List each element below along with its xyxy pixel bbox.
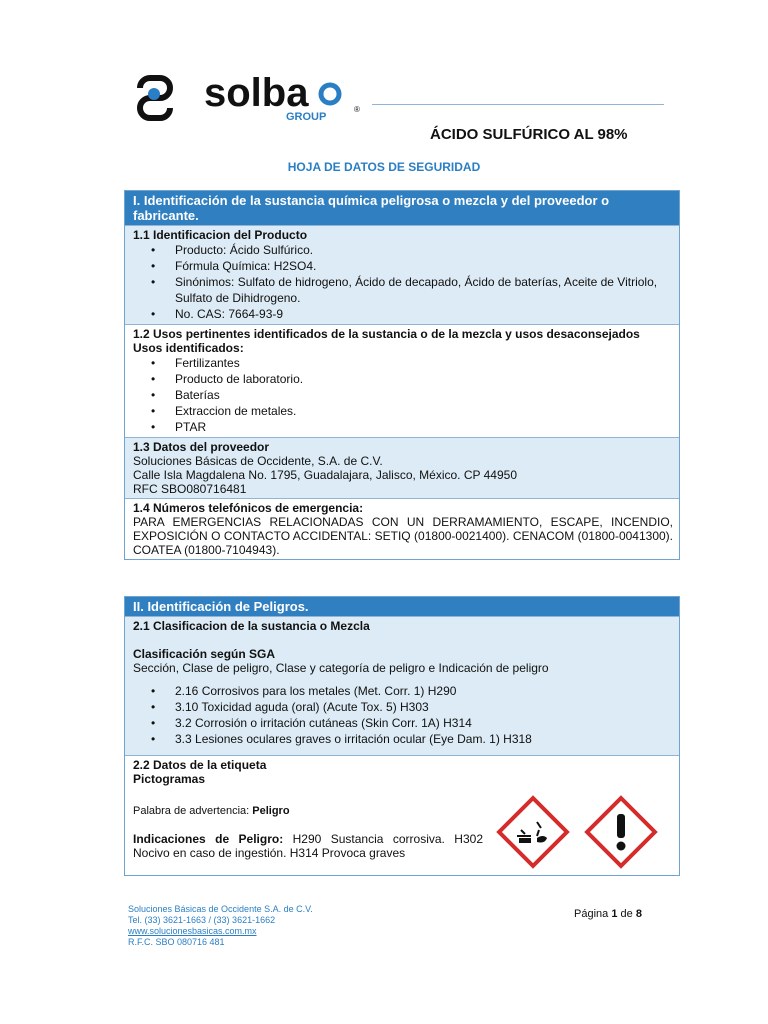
footer-website-link[interactable]: www.solucionesbasicas.com.mx (128, 926, 257, 936)
footer-contact (128, 904, 313, 948)
supplier-rfc: RFC SBO080716481 (133, 482, 247, 496)
page-total: 8 (635, 908, 642, 920)
section-hazards (124, 596, 680, 876)
hazard-classes-list (151, 683, 673, 747)
section-1-heading: I. Identificación de la sustancia química peligrosa o mezcla y del proveedor o fabricante. (125, 191, 679, 225)
block-2-2-title: 2.2 Datos de la etiqueta (133, 758, 267, 772)
block-1-4 (125, 498, 679, 559)
list-item: • No. CAS: 7664-93-9 (151, 306, 673, 322)
supplier-address: Calle Isla Magdalena No. 1795, Guadalajara, Jalisco, México. CP 44950 (133, 468, 517, 482)
page-number (574, 908, 642, 920)
svg-text:®: ® (354, 105, 360, 114)
list-item: • Baterías (151, 387, 673, 403)
signal-word-value: Peligro (252, 805, 290, 817)
block-1-2-subtitle: Usos identificados: (133, 341, 244, 355)
uses-list (151, 355, 673, 435)
sga-text: Sección, Clase de peligro, Clase y categoría de peligro e Indicación de peligro (133, 661, 549, 675)
hazard-statements-text: H290 Sustancia corrosiva. H302 Nocivo en caso de ingestión. H314 Provoca graves (133, 832, 483, 860)
exclamation-icon (581, 792, 661, 872)
list-item: • 2.16 Corrosivos para los metales (Met. Corr. 1) H290 (151, 683, 673, 699)
footer-company: Soluciones Básicas de Occidente S.A. de C.V. (128, 904, 313, 914)
footer-phone: Tel. (33) 3621-1663 / (33) 3621-1662 (128, 915, 276, 925)
emergency-text: PARA EMERGENCIAS RELACIONADAS CON UN DERRAMAMIENTO, ESCAPE, INCENDIO, EXPOSICIÓN O CONTACTO ACCIDENTAL: SETIQ (01800-0021400). CENACOM (01800-0041300). COATEA (01800-7104943). (133, 515, 673, 557)
list-item: • Fórmula Química: H2SO4. (151, 258, 673, 274)
supplier-name: Soluciones Básicas de Occidente, S.A. de C.V. (133, 454, 383, 468)
signal-word-label: Palabra de advertencia: (133, 805, 250, 817)
sga-title: Clasificación según SGA (133, 647, 276, 661)
list-item: • PTAR (151, 419, 673, 435)
list-item: • 3.2 Corrosión o irritación cutáneas (Skin Corr. 1A) H314 (151, 715, 673, 731)
section-2-heading: II. Identificación de Peligros. (125, 597, 679, 616)
block-2-1 (125, 616, 679, 755)
solba-group-logo (130, 68, 370, 124)
block-1-2 (125, 324, 679, 437)
product-list (151, 242, 673, 322)
brand-sub-text: GROUP (286, 111, 327, 123)
block-2-2 (125, 755, 679, 875)
hazard-statements-label: Indicaciones de Peligro: (133, 832, 284, 846)
page-label: Página (574, 908, 609, 920)
footer-rfc: R.F.C. SBO 080716 481 (128, 937, 225, 947)
document-title: ÁCIDO SULFÚRICO AL 98% (430, 126, 628, 143)
brand-text: solba (204, 71, 309, 115)
block-1-3-title: 1.3 Datos del proveedor (133, 440, 270, 454)
block-1-1-title: 1.1 Identificacion del Producto (133, 228, 308, 242)
pictograms-title: Pictogramas (133, 772, 206, 786)
corrosion-icon (493, 792, 573, 872)
list-item: • Producto: Ácido Sulfúrico. (151, 242, 673, 258)
block-2-1-title: 2.1 Clasificacion de la sustancia o Mezcla (133, 619, 370, 633)
list-item: • Fertilizantes (151, 355, 673, 371)
block-1-2-title: 1.2 Usos pertinentes identificados de la sustancia o de la mezcla y usos desaconsejados (133, 327, 640, 341)
hazard-statements (133, 832, 483, 860)
page-current: 1 (611, 908, 618, 920)
block-1-1 (125, 225, 679, 324)
block-1-3 (125, 437, 679, 498)
section-identification (124, 190, 680, 560)
list-item: • Producto de laboratorio. (151, 371, 673, 387)
list-item: • Sinónimos: Sulfato de hidrogeno, Ácido de decapado, Ácido de baterías, Aceite de Vitriolo, Sulfato de Dihidrogeno. (151, 274, 673, 306)
block-1-4-title: 1.4 Números telefónicos de emergencia: (133, 501, 364, 515)
list-item: • 3.3 Lesiones oculares graves o irritación ocular (Eye Dam. 1) H318 (151, 731, 673, 747)
list-item: • 3.10 Toxicidad aguda (oral) (Acute Tox. 5) H303 (151, 699, 673, 715)
page-of: de (620, 908, 633, 920)
list-item: • Extraccion de metales. (151, 403, 673, 419)
header-rule (372, 104, 664, 105)
document-subtitle: HOJA DE DATOS DE SEGURIDAD (287, 160, 481, 174)
